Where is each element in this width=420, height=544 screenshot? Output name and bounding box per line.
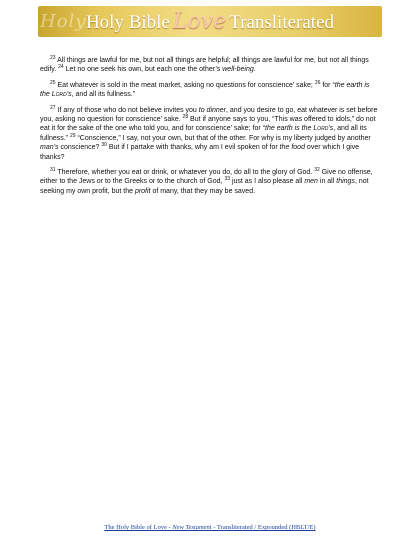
divine-name-text: Lord: [51, 91, 67, 99]
verse-text: conscience?: [58, 144, 102, 152]
emphasis-text: the earth is the: [40, 81, 370, 99]
paragraph: [40, 56, 380, 75]
verse-text: Therefore, whether you eat or drink, or whatever you do, do all to the glory of God.: [55, 169, 315, 177]
emphasis-text: man’s: [40, 144, 59, 152]
verse-text: for “: [320, 81, 335, 89]
emphasis-text: things: [336, 178, 355, 186]
verse-number: 31: [50, 167, 56, 174]
emphasis-text: to dinner: [198, 106, 227, 114]
verse-number: 23: [50, 55, 56, 61]
verse-text: But if I partake with thanks, why am I evil spoken of for: [106, 144, 280, 152]
verse-number: 27: [50, 104, 56, 111]
paragraph: [40, 81, 380, 100]
verse-text: But if anyone says to you, “This was offered to idols,” do not eat it for the sake of the one who told you, and for conscience’ sake; for “: [40, 116, 376, 133]
emphasis-text: men: [304, 178, 318, 186]
verse-text: “Conscience,” I say, not your own, but that of the other. For why is my liberty judged by another: [75, 134, 371, 142]
footer-link[interactable]: [0, 524, 420, 531]
emphasis-text: well-being: [222, 66, 254, 74]
banner-watermark: Holy: [40, 11, 87, 32]
emphasis-text: profit: [134, 187, 151, 195]
emphasis-text: ’s: [328, 125, 334, 133]
banner-title-left: Holy Bible: [85, 12, 170, 33]
verse-text: over which I give thanks?: [40, 144, 360, 161]
emphasis-text: the food: [279, 144, 305, 152]
footer-prefix: The Holy Bible of Love -: [104, 524, 173, 531]
verse-number: 29: [69, 132, 76, 139]
scripture-text: [40, 56, 380, 202]
verse-number: 32: [314, 167, 320, 174]
verse-number: 33: [224, 176, 230, 183]
verse-text: just as I also please all: [230, 178, 305, 186]
verse-number: 28: [182, 114, 189, 121]
divine-name-text: Lord: [313, 125, 329, 133]
verse-text: Let no one seek his own, but each one the other’s: [63, 66, 223, 74]
verse-text: Eat whatever is sold in the meat market, asking no questions for conscience’ sake;: [55, 81, 315, 89]
paragraph: [40, 106, 380, 162]
verse-text: Give no offense, either to the Jews or to the Greeks or to the church of God,: [40, 169, 373, 186]
banner-title: [86, 9, 334, 34]
emphasis-text: the earth is the: [265, 125, 314, 133]
verse-text: , and you desire to go, eat whatever is set before you, asking no question for conscience’ sake.: [40, 106, 378, 124]
verse-number: 26: [314, 79, 321, 86]
banner-title-right: Transliterated: [229, 12, 335, 33]
verse-text: .: [253, 66, 256, 74]
banner-title-love: Love: [172, 9, 227, 34]
verse-text: of many, that they may be saved.: [150, 187, 256, 195]
verse-text: , and all its fullness.”: [71, 91, 136, 99]
verse-text: , and all its fullness.”: [40, 125, 367, 142]
paragraph: [40, 168, 380, 196]
emphasis-text: ’s: [66, 91, 72, 99]
verse-number: 24: [58, 64, 64, 71]
verse-text: , not seeking my own profit, but the: [40, 178, 369, 195]
footer-suffix: - Transliterated / Expounded (HBLT/E): [211, 524, 316, 531]
header-banner: [38, 6, 382, 37]
verse-text: in all: [317, 178, 337, 186]
verse-text: If any of those who do not believe invites you: [55, 106, 199, 114]
verse-number: 25: [50, 79, 56, 86]
footer-italic: New Testament: [172, 524, 212, 531]
verse-text: All things are lawful for me, but not all things are helpful; all things are lawful for me, but not all things edify.: [40, 57, 369, 74]
verse-number: 30: [101, 142, 107, 149]
